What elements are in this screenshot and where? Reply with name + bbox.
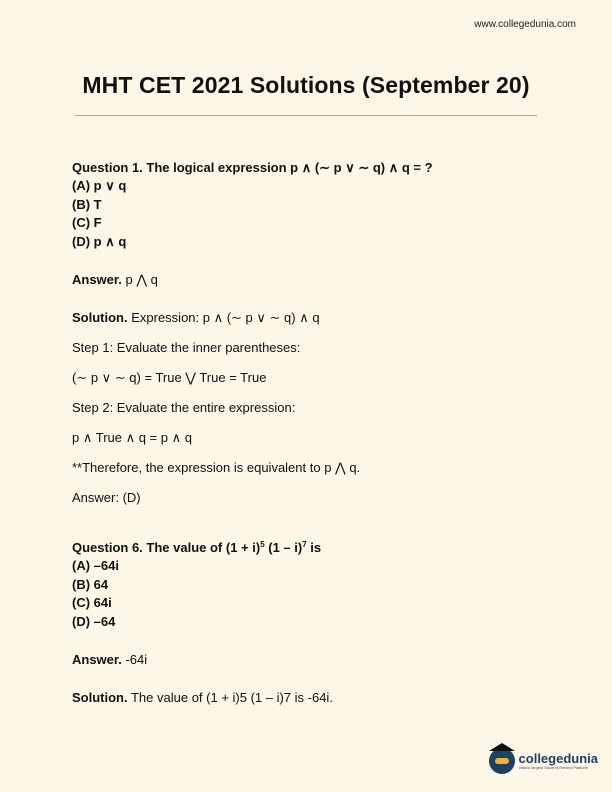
question-1-answer	[72, 271, 552, 289]
question-1-option-d: (D) p ∧ q	[72, 233, 127, 249]
question-1-solution	[72, 309, 552, 327]
question-6-solution	[72, 689, 552, 707]
answer-label: Answer.	[72, 652, 122, 667]
solution-step: Step 2: Evaluate the entire expression:	[72, 400, 296, 415]
graduation-cap-icon	[489, 748, 515, 774]
collegedunia-logo[interactable]	[489, 748, 598, 774]
question-1-block	[72, 159, 552, 507]
page-title: MHT CET 2021 Solutions (September 20)	[82, 72, 530, 98]
question-6-option-c: (C) 64i	[72, 595, 112, 610]
question-6-answer	[72, 651, 552, 669]
title-divider	[75, 115, 537, 116]
question-6-option-d: (D) –64	[72, 613, 116, 629]
solution-step: Step 1: Evaluate the inner parentheses:	[72, 340, 301, 355]
document-body	[72, 159, 552, 707]
answer-label: Answer.	[72, 272, 122, 287]
solution-label: Solution.	[72, 690, 128, 705]
site-url[interactable]: www.collegedunia.com	[474, 19, 576, 30]
answer-value: p ⋀ q	[121, 272, 158, 287]
solution-step: (∼ p ∨ ∼ q) = True ⋁ True = True	[72, 370, 267, 385]
question-6-text: Question 6. The value of $(1 + i)^5$ (1 – i)$^7$ is	[72, 540, 322, 555]
solution-text: The value of (1 + i)5 (1 – i)7 is -64i.	[127, 690, 333, 705]
answer-value: -64i	[121, 652, 148, 667]
question-6-option-a: (A) –64i	[72, 558, 119, 573]
question-1-option-c: (C) F	[72, 215, 102, 230]
solution-text: Expression: p ∧ (∼ p ∨ ∼ q) ∧ q	[127, 310, 320, 325]
solution-final-answer: Answer: (D)	[72, 490, 141, 505]
solution-label: Solution.	[72, 310, 128, 325]
solution-step: p ∧ True ∧ q = p ∧ q	[72, 430, 192, 445]
question-1-option-b: (B) T	[72, 196, 102, 212]
question-6-option-b: (B) 64	[72, 576, 109, 592]
question-1-text: Question 1. The logical expression p ∧ (∼ p ∨ ∼ q) ∧ q = ?	[72, 160, 433, 175]
question-1-option-a: (A) p ∨ q	[72, 178, 127, 193]
solution-step: **Therefore, the expression is equivalent to p ⋀ q.	[72, 460, 361, 475]
logo-tagline: India's largest Student Review Platform	[518, 764, 589, 770]
logo-name: collegedunia	[518, 750, 598, 766]
question-6-block	[72, 536, 552, 707]
